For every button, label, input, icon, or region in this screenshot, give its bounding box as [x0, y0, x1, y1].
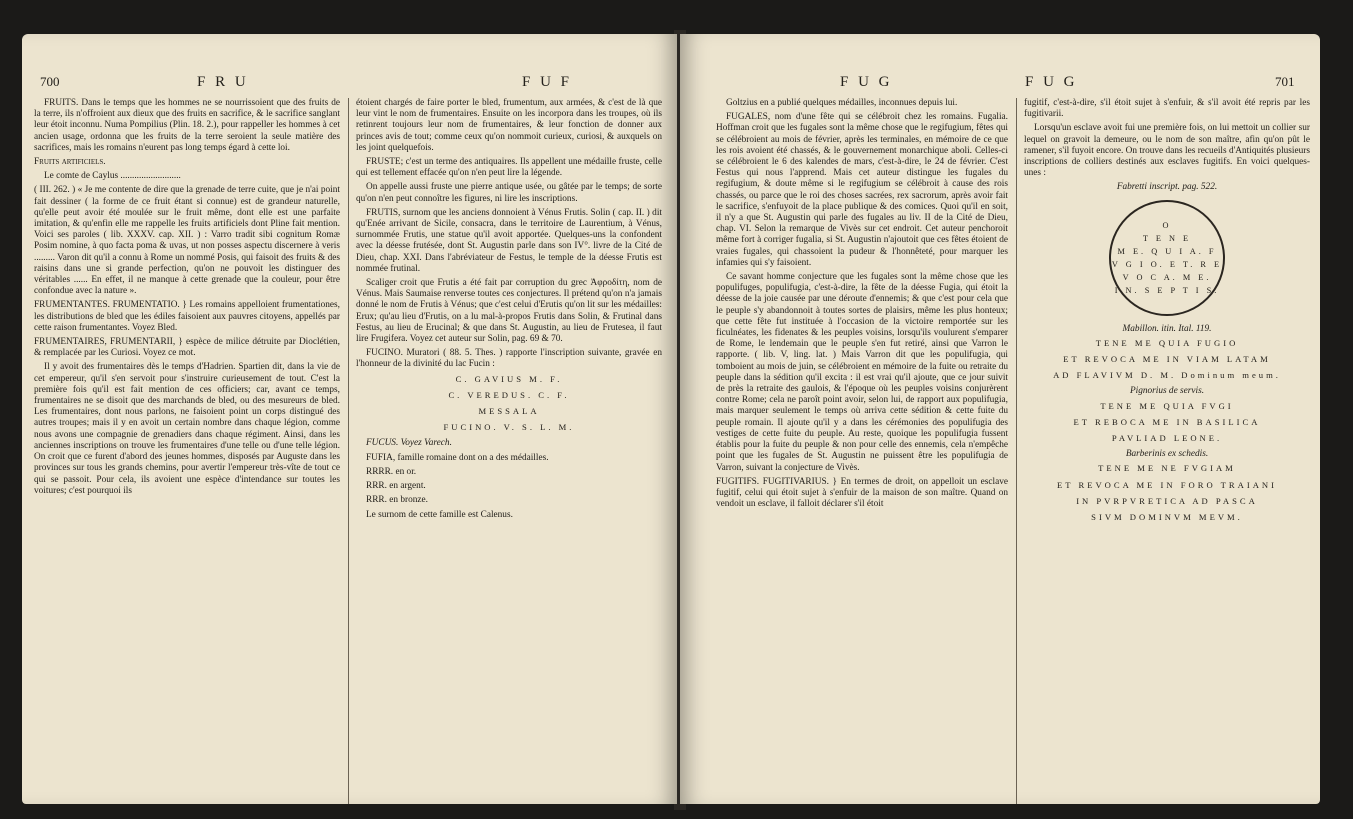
left-page-number: 700 [40, 74, 60, 89]
right-page-number: 701 [1275, 74, 1295, 89]
paragraph: FUCUS. Voyez Varech. [366, 438, 452, 449]
inscription-line: FUCINO. V. S. L. M. [443, 422, 575, 433]
inscription-line: ET REVOCA ME IN FORO TRAIANI [1057, 479, 1277, 490]
left-running-head-1: F R U [197, 74, 249, 90]
inscription-line: AD FLAVIVM D. M. Dominum meum. [1053, 370, 1281, 381]
column-divider [348, 98, 349, 804]
inscription-line: PAVLIAD LEONE. [1111, 433, 1223, 444]
inscription-line: TENE ME NE FVGIAM [1098, 463, 1236, 474]
paragraph: FRUMENTAIRES, FRUMENTARII, } espèce de milice détruite par Dioclétien, & remplacée par les Curiosi. Voyez ce mot. [34, 337, 340, 359]
paragraph: Ce savant homme conjecture que les fugales sont la même chose que les populifuges, populifugia, c'est-à-dire, la fête de la déesse Fugia, qui étoit la déesse de la joie causée par une déroute d'ennemis; & que c'est pour cela que le peuple s'y abandonnoit à toutes sortes de plaisirs, même les plus honteux; que cette fête fut instituée à l'occasion de la victoire remportée sur les ficulnéates, les fidenates & les peuples voisins, lorsqu'ils voulurent s'emparer de Rome, le lendemain que le peuple s'en fut retiré, ainsi que Varron le rapporte. ( lib. V, ling. lat. ) Mais Varron dit que les populifugia, qui tomboient au mois de juin, se célébroient en mémoire de la fuite ou retraite du peuple dans la sédition qu'il excita : il est vrai qu'il ajoute, que ce jour suivit de près la retraite des gaulois, & l'époque où les peuples voisins conjurèrent contre Rome; cela ne paroît point avoir, selon lui, de rapport aux populifugia, mais marquer seulement le temps où arriva cette sédition & cette fuite du peuple romain. Il ajoute qu'il y a dans les cérémonies des populifugia des vestiges de cette fuite du peuple. Au reste, quoique les populifugia fussent établis pour la fuite du peuple & non pour celle des ennemis, cela n'empêche point que les fugales de St. Augustin ne puissent être les populifugia de Varron, suivant la conjecture de Vivès. [716, 272, 1008, 473]
left-page [22, 34, 677, 804]
inscription-line: C. GAVIUS M. F. [455, 373, 563, 384]
right-column-1 [716, 98, 1008, 798]
right-column-2 [1024, 98, 1310, 798]
paragraph: On appelle aussi fruste une pierre antique usée, ou gâtée par le temps; de sorte qu'on n'en peut connoître les figures, ni lire les inscriptions. [356, 182, 662, 204]
paragraph: fugitif, c'est-à-dire, s'il étoit sujet à s'enfuir, & s'il avoit été repris par les fugitivarii. [1024, 98, 1310, 120]
column-divider [1016, 98, 1017, 804]
left-column-2 [356, 98, 662, 798]
paragraph: FRUITS. Dans le temps que les hommes ne se nourrissoient que des fruits de la terre, ils n'offroient aux dieux que des fruits en sacrifice, & le sacrifice sanglant leur étoit inconnu. Numa Pompilius (Plin. 18. 2.), pour rappeller les hommes à cet ancien usage, ordonna que les fruits de la terre seroient la seule matière des sacrifices, mais les romains n'eurent pas long temps égard à cette loi. [34, 98, 340, 153]
inscription-line: C. VEREDUS. C. F. [448, 389, 570, 400]
paragraph: Scaliger croit que Frutis a été fait par corruption du grec Ἀφροδίτη, nom de Vénus. Mais Saumaise renverse toutes ces conjectures. Il prétend qu'on n'a jamais donné le nom de Frutis à Vénus; que c'est celui d'Erutis qu'on lit sur les médailles: Erux; qu'au lieu d'Frutis, on a lu mal-à-propos Frutis dans Solin, & Frutinal dans Festus, au lieu de Erucinal; & que dans St. Augustin, au lieu de Frutesea, il faut lire Frugifera. Voyez cet auteur sur Solin, pag. 69 & 70. [356, 278, 662, 345]
paragraph: Le surnom de cette famille est Calenus. [366, 509, 513, 520]
inscription-line: TENE ME QUIA FVGI [1100, 400, 1234, 411]
inscription-line: ET REBOCA ME IN BASILICA [1073, 416, 1261, 427]
inscription-line: ET REVOCA ME IN VIAM LATAM [1063, 354, 1271, 365]
paragraph: FUCINO. Muratori ( 88. 5. Thes. ) rapporte l'inscription suivante, gravée en l'honneur de la divinité du lac Fucin : [356, 348, 662, 370]
seal-line: T E N E [1142, 233, 1192, 243]
paragraph: RRR. en bronze. [366, 495, 428, 506]
paragraph: RRRR. en or. [366, 466, 417, 477]
caption: Fabretti inscript. pag. 522. [1116, 182, 1218, 193]
paragraph: FUGALES, nom d'une fête qui se célébroit chez les romains. Fugalia. Hoffman croit que les fugales sont la même chose que le regifugium, fêtes qui se célébroient au mois de février, après les terminales, en mémoire de ce que les rois avoient été chassés, & le gouvernement monarchique aboli. Celles-ci se célébroient le 6 des kalendes de mars, c'est-à-dire, le 24 de février. C'est Festus qui nous l'apprend. Mais cet auteur distingue les fugales du regifugium, & doute même si le regifugium se célébroit à cause des rois chassés, ou parce que le roi des choses sacrées, rex sacrorum, après avoir fait le sacrifice, s'enfuyoit de la place publique & des comices. Quoi qu'il en soit, il n'y a que St. Augustin qui parle des fugales au liv. II de la Cité de Dieu, chap. VI. Selon la remarque de Vivès sur cet endroit. Cet auteur penchoroit même fort à corriger fugalia, si St. Augustin n'ajoutoit que ces fêtes étoient de vraies fugales, qui chassoient la pudeur & l'honnêteté, pour marquer les infamies qui s'y faisoient. [716, 112, 1008, 268]
right-page [680, 34, 1320, 804]
caption: Mabillon. itin. Ital. 119. [1122, 323, 1212, 334]
paragraph: Le comte de Caylus .......................... [44, 171, 181, 182]
paragraph: FRUSTE; c'est un terme des antiquaires. Ils appellent une médaille fruste, celle qui est tellement effacée qu'on n'en peut lire la légende. [356, 157, 662, 179]
right-running-head-2: F U G [1025, 74, 1078, 90]
seal-line: I N. S E P T I S. [1114, 285, 1220, 295]
subheading: Fruits artificiels. [34, 157, 106, 168]
seal-line: M E. Q U I A. F [1117, 246, 1217, 256]
right-running-head-1: F U G [840, 74, 893, 90]
inscription-line: SIVM DOMINVM MEVM. [1091, 512, 1243, 523]
paragraph: Lorsqu'un esclave avoit fui une première fois, on lui mettoit un collier sur lequel on gravoit la demeure, ou le nom de son maître, afin qu'on pût le ramener, s'il fuyoit encore. On trouve dans les recueils d'Antiquités plusieurs inscriptions de colliers destinés aux esclaves fugitifs. En voici quelques-unes : [1024, 123, 1310, 179]
slave-collar-seal [1109, 200, 1225, 316]
paragraph: FRUMENTANTES. FRUMENTATIO. } Les romains appelloient frumentationes, les distributions de bled que les édiles faisoient aux pauvres citoyens, appellés par cette raison frumentantes. Voyez Bled. [34, 300, 340, 333]
paragraph: RRR. en argent. [366, 481, 426, 492]
caption: Pignorius de servis. [1129, 386, 1205, 397]
paragraph: FRUTIS, surnom que les anciens donnoient à Vénus Frutis. Solin ( cap. II. ) dit qu'Enée arrivant de Sicile, consacra, dans le territoire de Laurentium, à Vénus, surnommée Frutis, une statue qu'il avoit apportée. Quelques-uns la confondent avec la déesse frutésée, dont St. Augustin parle dans son IV°. livre de la Cité de Dieu, chap. XXI. Dans l'abréviateur de Festus, le temple de la déesse Frutis est nommée frutinal. [356, 207, 662, 274]
left-running-head-2: F U F [522, 74, 573, 90]
paragraph: étoient chargés de faire porter le bled, frumentum, aux armées, & c'est de là que leur vint le nom de frumentaires. Ensuite on les incorpora dans les troupes, où ils retinrent toujours leur nom de frumentaires, & leur fonction de donner aux princes avis de tout; comme ceux qu'on nommoit curieux, curiosi, & auxquels on les joint quelquefois. [356, 98, 662, 153]
inscription-line: MESSALA [478, 406, 540, 417]
seal-line: V O C A. M E. [1122, 272, 1212, 282]
paragraph: FUGITIFS. FUGITIVARIUS. } En termes de droit, on appelloit un esclave fugitif, celui qui étoit sujet à s'enfuir de la maison de son maître. Quand on vendoit un esclave, il falloit déclarer s'il étoit [716, 476, 1008, 510]
seal-line: O [1162, 220, 1172, 230]
paragraph: ( III. 262. ) « Je me contente de dire que la grenade de terre cuite, que je n'ai point fait dessiner ( la forme de ce fruit étant si connue) est de grandeur naturelle, qu'elle peut avoir été moulée sur le fruit même, dont elle est une parfaite imitation, & qu'enfin elle me rappelle les fruits artificiels dont Pline fait mention. Voici ses paroles ( lib. XXXV. cap. XII. ) : Varro tradit sibi cognitum Romæ Posim nomine, à quo facta poma & uvas, ut non posses aspectu discernere à veris ......... Varon dit qu'il a connu à Rome un nommé Posis, qui faisoit des fruits & des raisins dans une si grande perfection, qu'on ne pouvoit les distinguer des véritables ...... En effet, il ne manque à cette grenade que la couleur, pour être confondue avec la nature ». [34, 185, 340, 297]
inscription-line: IN PVRPVRETICA AD PASCA [1076, 495, 1258, 506]
caption: Barberinis ex schedis. [1125, 449, 1209, 460]
seal-line: V G I O. E T. R E [1111, 259, 1223, 269]
left-column-1 [34, 98, 340, 798]
paragraph: Goltzius en a publié quelques médailles, inconnues depuis lui. [726, 98, 958, 108]
paragraph: FUFIA, famille romaine dont on a des médailles. [366, 452, 549, 463]
inscription-line: TENE ME QUIA FUGIO [1095, 337, 1239, 348]
paragraph: Il y avoit des frumentaires dès le temps d'Hadrien. Spartien dit, dans la vie de cet empereur, qu'il s'en servoit pour s'instruire curieusement de tout. C'est la première fois qu'il est fait mention de ces officiers; car, avant ce temps, frumentaires ne se disoit que des marchands de bled, ou des mesureurs de bled. Les frumentaires, dont nous parlons, ne faisoient point un corps distingué des autres troupes; mais il y en avoit un certain nombre dans chaque légion, comme nous avons une compagnie de grenadiers dans chaque régiment. Ainsi, dans les anciennes inscriptions on trouve les frumentaires d'une telle ou d'une telle légion. On croit que ce furent d'abord des jeunes hommes, disposés par Auguste dans les provinces sur tous les grands chemins, pour avertir l'empereur très-vîte de tout ce qui se passoit. Pour cela, ils avoient une espèce d'intendance sur toutes les voitures; c'est pourquoi ils [34, 362, 340, 496]
